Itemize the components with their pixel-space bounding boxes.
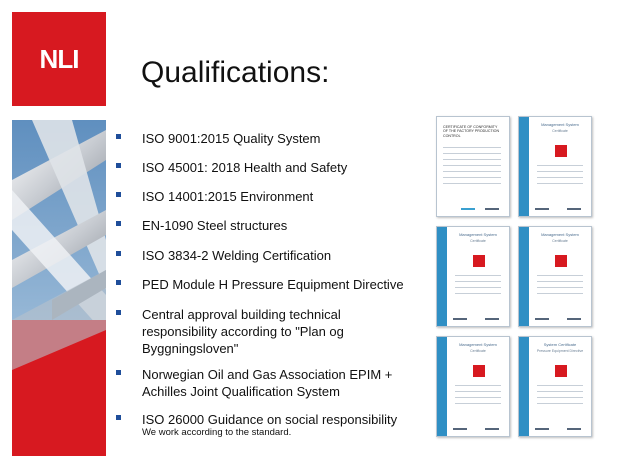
list-item-text: ISO 45001: 2018 Health and Safety — [142, 160, 348, 175]
nli-logo-mark — [473, 255, 485, 267]
logo-text: NLI — [39, 43, 79, 74]
nli-logo-mark — [555, 145, 567, 157]
certificate-heading: Management System — [541, 122, 579, 127]
certificate-subheading: Certificate — [552, 129, 568, 133]
certificate-subheading: Certificate — [552, 239, 568, 243]
signature-mark — [567, 208, 581, 210]
bullet-marker — [116, 163, 121, 168]
bullet-marker — [116, 310, 121, 315]
bullet-marker — [116, 415, 121, 420]
certificate-heading: CERTIFICATE OF CONFORMITY OF THE FACTORY PRODUCTION CONTROL — [443, 125, 500, 138]
steel-structure-image — [12, 120, 106, 456]
certificate-heading: System Certificate — [543, 342, 577, 347]
certificate-heading: Management System — [459, 342, 497, 347]
certificate-gallery — [436, 116, 596, 438]
list-item-text: PED Module H Pressure Equipment Directive — [142, 277, 404, 292]
certificate-thumbnail — [518, 336, 592, 437]
certificate-thumbnail — [518, 226, 592, 327]
certificate-thumbnail — [436, 116, 510, 217]
nli-logo-mark — [555, 255, 567, 267]
signature-mark — [567, 318, 581, 320]
signature-mark — [567, 428, 581, 430]
certificate-subheading: Certificate — [470, 349, 486, 353]
bullet-marker — [116, 192, 121, 197]
certificate-subheading: Pressure Equipment Directive — [536, 349, 584, 353]
nli-logo-mark — [473, 365, 485, 377]
certificate-thumbnail — [436, 336, 510, 437]
decorative-photo — [12, 120, 106, 456]
certificate-thumbnail — [436, 226, 510, 327]
signature-mark — [485, 208, 499, 210]
list-item-text: Central approval building technical responsibility according to "Plan og Byggningsloven" — [142, 307, 344, 356]
bullet-marker — [116, 251, 121, 256]
signature-mark — [485, 318, 499, 320]
list-item-text: ISO 3834-2 Welding Certification — [142, 248, 332, 263]
bullet-marker — [116, 134, 121, 139]
list-item-text: ISO 9001:2015 Quality System — [142, 131, 321, 146]
signature-mark — [535, 318, 549, 320]
bullet-marker — [116, 370, 121, 375]
signature-mark — [453, 318, 467, 320]
bullet-marker — [116, 280, 121, 285]
bullet-note: We work according to the standard. — [142, 427, 292, 438]
list-item-text: EN-1090 Steel structures — [142, 218, 288, 233]
list-item-text: ISO 14001:2015 Environment — [142, 189, 314, 204]
certificate-heading: Management System — [459, 232, 497, 237]
list-item-text: Norwegian Oil and Gas Association EPIM + Achilles Joint Qualification System — [142, 367, 393, 399]
signature-mark — [535, 208, 549, 210]
certificate-subheading: Certificate — [470, 239, 486, 243]
certificate-thumbnail — [518, 116, 592, 217]
certificate-heading: Management System — [541, 232, 579, 237]
bullet-marker — [116, 221, 121, 226]
nli-logo — [12, 12, 106, 106]
signature-mark — [453, 428, 467, 430]
nli-logo-mark — [555, 365, 567, 377]
seal-icon — [461, 208, 475, 210]
page-title: Qualifications: — [141, 56, 330, 89]
signature-mark — [485, 428, 499, 430]
list-item-text: ISO 26000 Guidance on social responsibility — [142, 412, 398, 427]
signature-mark — [535, 428, 549, 430]
